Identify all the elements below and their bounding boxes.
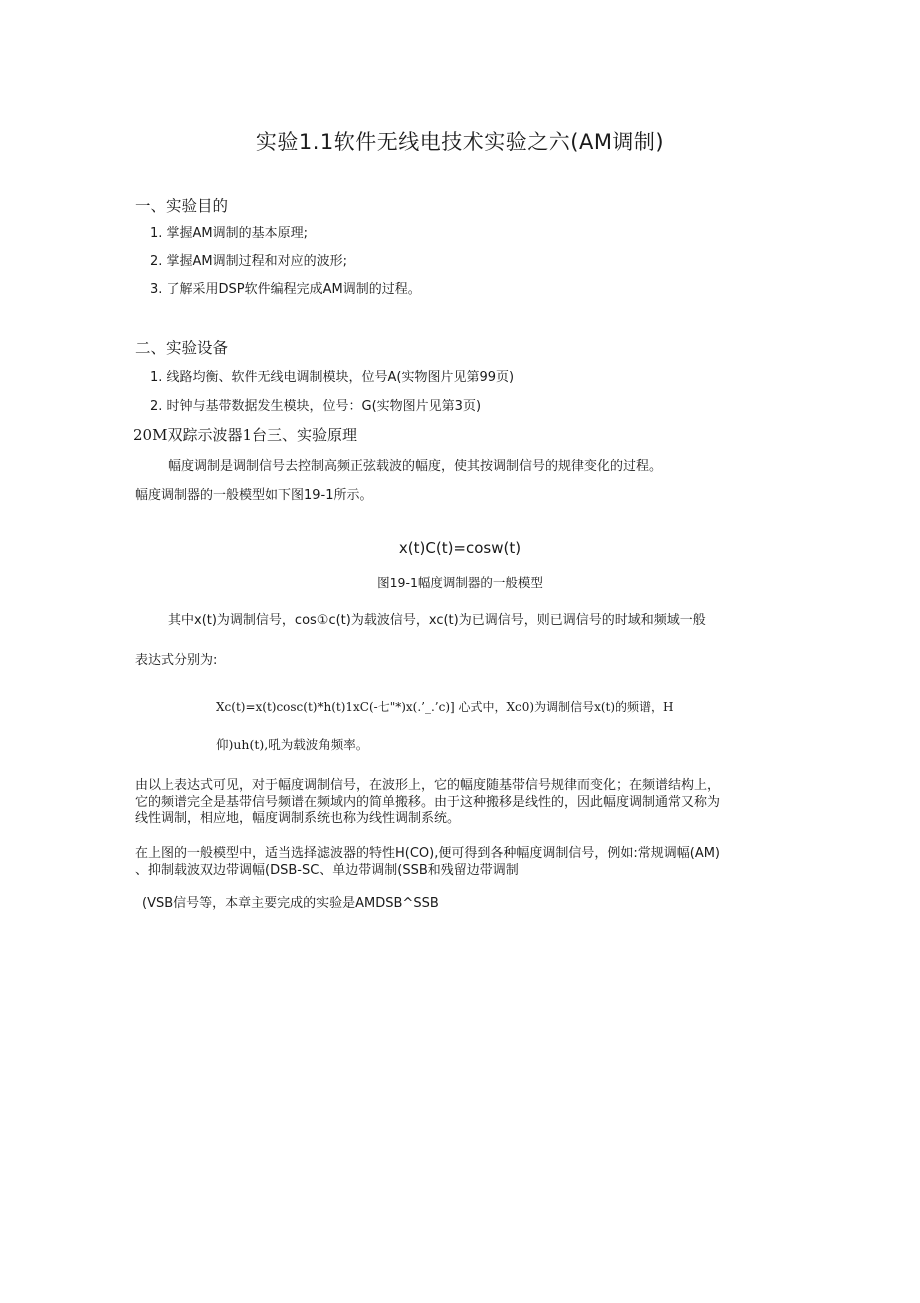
expression-intro-line: 表达式分别为:: [135, 653, 218, 668]
oscilloscope-and-principle-heading: 20M双踪示波器1台三、实验原理: [133, 426, 357, 444]
list-item: 1. 掌握AM调制的基本原理;: [150, 226, 309, 241]
formula-line: Xc(t)=x(t)cosc(t)*h(t)1xC(-七"*)x(.’_.’c)] 心式中，Xc0)为调制信号x(t)的频谱，H: [216, 700, 674, 714]
paragraph-line: 线性调制，相应地，幅度调制系统也称为线性调制系统。: [135, 811, 461, 826]
list-item: 2. 时钟与基带数据发生模块，位号：G(实物图片见第3页): [150, 399, 482, 414]
section-heading-purpose: 一、实验目的: [135, 197, 229, 215]
experiment-summary-line: (VSB信号等，本章主要完成的实验是AMDSB^SSB: [142, 896, 439, 911]
formula-line-continued: 仰)uh(t),吼为载波角频率。: [216, 737, 369, 752]
paragraph-line: 由以上表达式可见，对于幅度调制信号，在波形上，它的幅度随基带信号规律而变化；在频谱结构上，: [135, 778, 721, 793]
list-item: 3. 了解采用DSP软件编程完成AM调制的过程。: [150, 282, 421, 297]
analysis-paragraph: [135, 778, 785, 828]
filter-paragraph: [135, 846, 785, 879]
section-heading-equipment: 二、实验设备: [135, 339, 229, 357]
list-item: 1. 线路均衡、软件无线电调制模块，位号A(实物图片见第99页): [150, 370, 515, 385]
paragraph-line: 在上图的一般模型中，适当选择滤波器的特性H(CO),便可得到各种幅度调制信号，例如:常规调幅(AM): [135, 846, 720, 861]
modulation-equation: x(t)C(t)=cosw(t): [398, 539, 522, 557]
paragraph-line: 、抑制载波双边带调幅(DSB-SC、单边带调制(SSB和残留边带调制: [135, 862, 519, 878]
model-reference-line: 幅度调制器的一般模型如下图19-1所示。: [135, 488, 373, 503]
paragraph-line: 它的频谱完全是基带信号频谱在频域内的简单搬移。由于这种搬移是线性的，因此幅度调制通常又称为: [135, 794, 721, 810]
signal-definition-line: 其中x(t)为调制信号，cos①c(t)为载波信号，xc(t)为已调信号，则已调信号的时域和频域一般: [168, 613, 706, 628]
list-item: 2. 掌握AM调制过程和对应的波形;: [150, 254, 348, 269]
page-title: 实验1.1软件无线电技术实验之六(AM调制): [255, 130, 665, 154]
intro-paragraph: 幅度调制是调制信号去控制高频正弦载波的幅度，使其按调制信号的规律变化的过程。: [168, 459, 663, 474]
figure-caption: 图19-1幅度调制器的一般模型: [377, 575, 543, 590]
